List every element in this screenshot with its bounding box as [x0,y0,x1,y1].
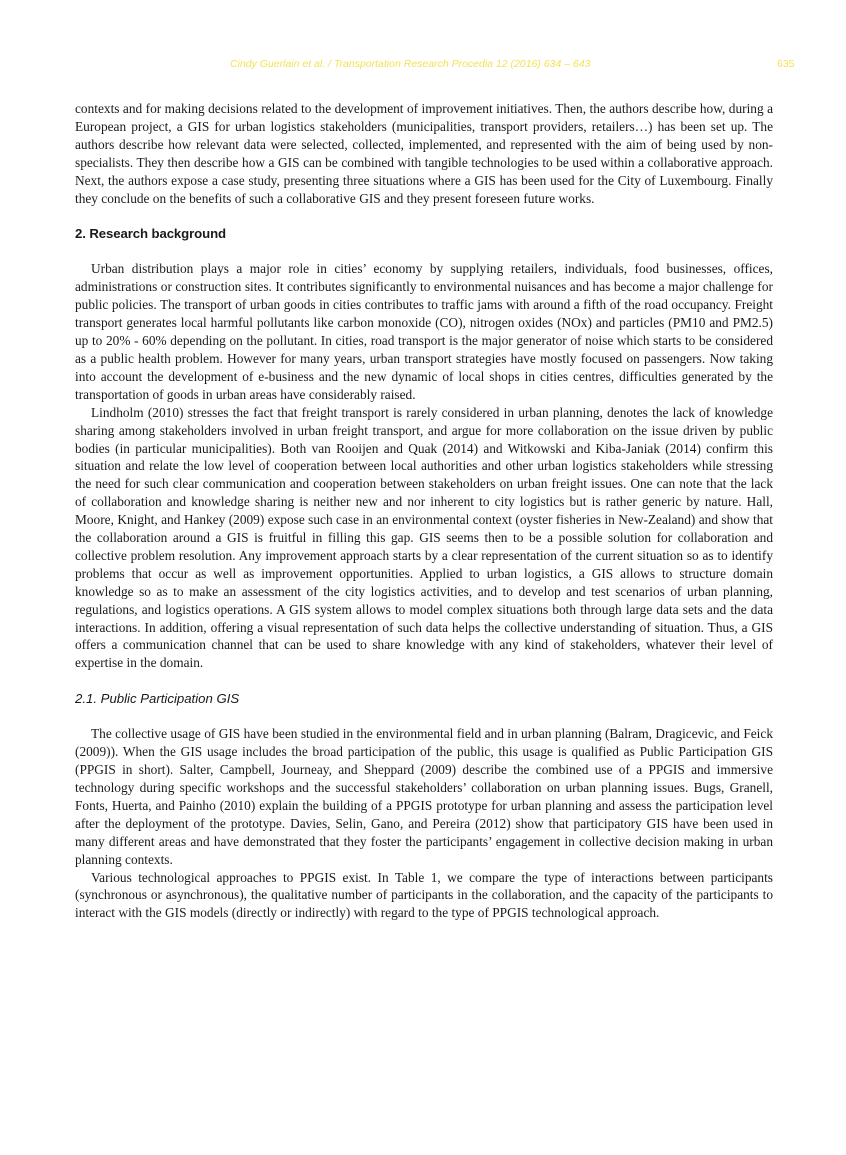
paragraph: Various technological approaches to PPGIS exist. In Table 1, we compare the type of interactions between participants (synchronous or asynchronous), the qualitative number of participants in the collaboration, and the capacity of the participants to interact with the GIS models (directly or indirectly) with regard to the type of PPGIS technological approach. [75,869,773,921]
intro-continued-paragraph: contexts and for making decisions related to the development of improvement initiatives. Then, the authors describe how, during a European project, a GIS for urban logistics stakeholders (municipalities, transport providers, retailers…) has been set up. The authors describe how relevant data were selected, collected, implemented, and represented with the aim of being used by non-specialists. They then describe how a GIS can be combined with tangible technologies to be used within a collaborative approach. Next, the authors expose a case study, presenting three situations where a GIS has been used for the City of Luxembourg. Finally they conclude on the benefits of such a collaborative GIS and they present foreseen future works. [75,101,773,206]
running-header [0,58,846,72]
article-body [75,100,773,922]
section-heading-research-background: 2. Research background [75,226,226,242]
journal-citation: Cindy Guerlain et al. / Transportation Research Procedia 12 (2016) 634 – 643 [230,58,591,70]
subsection-heading-ppgis: 2.1. Public Participation GIS [75,691,240,707]
page-number: 635 [777,58,795,70]
paragraph: Lindholm (2010) stresses the fact that freight transport is rarely considered in urban planning, denotes the lack of knowledge sharing among stakeholders involved in urban freight transport, and argue for more collaboration on the issue driven by public bodies (in particular municipalities). Both van Rooijen and Quak (2014) and Witkowski and Kiba-Janiak (2014) confirm this situation and relate the low level of cooperation between local authorities and other urban logistics stakeholders while stressing the need for such clear communication and cooperation between stakeholders on urban freight issues. One can note that the lack of collaboration and knowledge sharing is neither new and nor inherent to city logistics but is rather generic by nature. Hall, Moore, Knight, and Hankey (2009) expose such case in an environmental context (oyster fisheries in New-Zealand) and show that the collaboration around a GIS is fruitful in filling this gap. GIS seems then to be a possible solution for collaboration and collective problem resolution. Any improvement approach starts by a clear representation of the current situation so as to identify problems that occur as well as improvement opportunities. Applied to urban logistics, a GIS allows to structure domain knowledge so as to make an assessment of the city logistics activities, and to develop and test scenarios of urban planning, regulations, and logistics operations. A GIS system allows to model complex situations both through large data sets and the data interactions. In addition, offering a visual representation of such data helps the collective understanding of situation. Thus, a GIS offers a communication channel that can be used to share knowledge with any kind of stakeholders, whatever their level of expertise in the domain. [75,404,773,671]
paragraph: Urban distribution plays a major role in cities’ economy by supplying retailers, individuals, food businesses, offices, administrations or construction sites. It contributes significantly to environmental nuisances and has become a major challenge for public policies. The transport of urban goods in cities contributes to traffic jams with around a fifth of the road occupancy. Freight transport generates local harmful pollutants like carbon monoxide (CO), nitrogen oxides (NOx) and particles (PM10 and PM2.5) up to 20% - 60% depending on the pollutant. In cities, road transport is the major generator of noise which starts to be considered as a public health problem. However for many years, urban transport strategies have mostly focused on passengers. Now taking into account the development of e-business and the new dynamic of local shops in cities centres, difficulties generated by the transportation of goods in urban areas have considerably raised. [75,261,773,402]
paragraph: The collective usage of GIS have been studied in the environmental field and in urban planning (Balram, Dragicevic, and Feick (2009)). When the GIS usage includes the broad participation of the public, this usage is qualified as Public Participation GIS (PPGIS in short). Salter, Campbell, Journeay, and Sheppard (2009) describe the combined use of a PPGIS and immersive technology during specific workshops and the successful stakeholders’ collaboration on urban planning issues. Bugs, Granell, Fonts, Huerta, and Painho (2010) explain the building of a PPGIS prototype for urban planning and assess the participation level after the deployment of the prototype. Davies, Selin, Gano, and Pereira (2012) show that participatory GIS have been used in many different areas and have demonstrated that they foster the participants’ engagement in collective decision making in urban planning contexts. [75,726,773,867]
